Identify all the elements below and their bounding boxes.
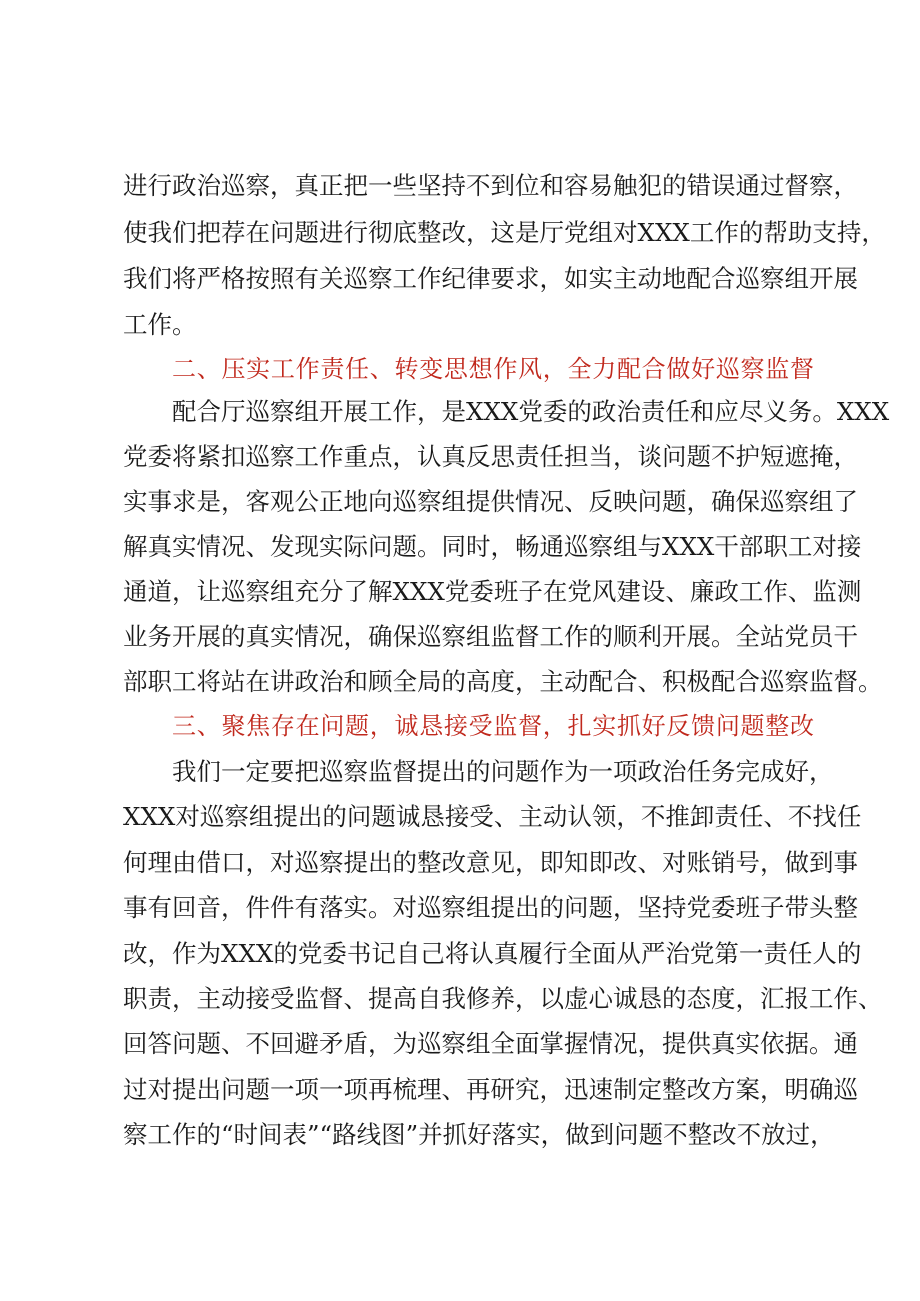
body-text-line: 我们一定要把巡察监督提出的问题作为一项政治任务完成好，: [172, 757, 834, 786]
body-text-line: 实事求是，客观公正地向巡察组提供情况、反映问题，确保巡察组了: [123, 487, 858, 516]
body-text-line: 通道，让巡察组充分了解XXX党委班子在党风建设、廉政工作、监测: [123, 577, 862, 606]
body-text-line: 部职工将站在讲政治和顾全局的高度，主动配合、积极配合巡察监督。: [123, 667, 883, 696]
body-text-line: 进行政治巡察，真正把一些坚持不到位和容易触犯的错误通过督察，: [123, 171, 858, 200]
body-text-line: 业务开展的真实情况，确保巡察组监督工作的顺利开展。全站党员干: [123, 622, 858, 651]
body-text-line: 改，作为XXX的党委书记自己将认真履行全面从严治党第一责任人的: [123, 939, 862, 968]
section-heading: 二、压实工作责任、转变思想作风，全力配合做好巡察监督: [172, 355, 814, 383]
section-heading: 三、聚焦存在问题，诚恳接受监督，扎实抓好反馈问题整改: [172, 712, 814, 740]
body-text-line: 察工作的“时间表”“路线图”并抓好落实，做到问题不整改不放过，: [123, 1120, 835, 1149]
body-text-line: 职责，主动接受监督、提高自我修养，以虚心诚恳的态度，汇报工作、: [123, 984, 883, 1013]
body-text-line: 工作。: [123, 310, 197, 339]
body-text-line: 事有回音，件件有落实。对巡察组提出的问题，坚持党委班子带头整: [123, 893, 858, 922]
body-text-line: 配合厅巡察组开展工作，是XXX党委的政治责任和应尽义务。XXX: [172, 397, 890, 426]
body-text-line: 使我们把荐在问题进行彻底整改，这是厅党组对XXX工作的帮助支持，: [123, 218, 886, 247]
body-text-line: 解真实情况、发现实际问题。同时，畅通巡察组与XXX干部职工对接: [123, 532, 862, 561]
body-text-line: 过对提出问题一项一项再梳理、再研究，迅速制定整改方案，明确巡: [123, 1075, 858, 1104]
body-text-line: 回答问题、不回避矛盾，为巡察组全面掌握情况，提供真实依据。通: [123, 1029, 858, 1058]
body-text-line: 何理由借口，对巡察提出的整改意见，即知即改、对账销号，做到事: [123, 848, 858, 877]
body-text-line: 我们将严格按照有关巡察工作纪律要求，如实主动地配合巡察组开展: [123, 264, 858, 293]
body-text-line: 党委将紧扣巡察工作重点，认真反思责任担当，谈问题不护短遮掩，: [123, 442, 858, 471]
body-text-line: XXX对巡察组提出的问题诚恳接受、主动认领，不推卸责任、不找任: [123, 802, 862, 831]
